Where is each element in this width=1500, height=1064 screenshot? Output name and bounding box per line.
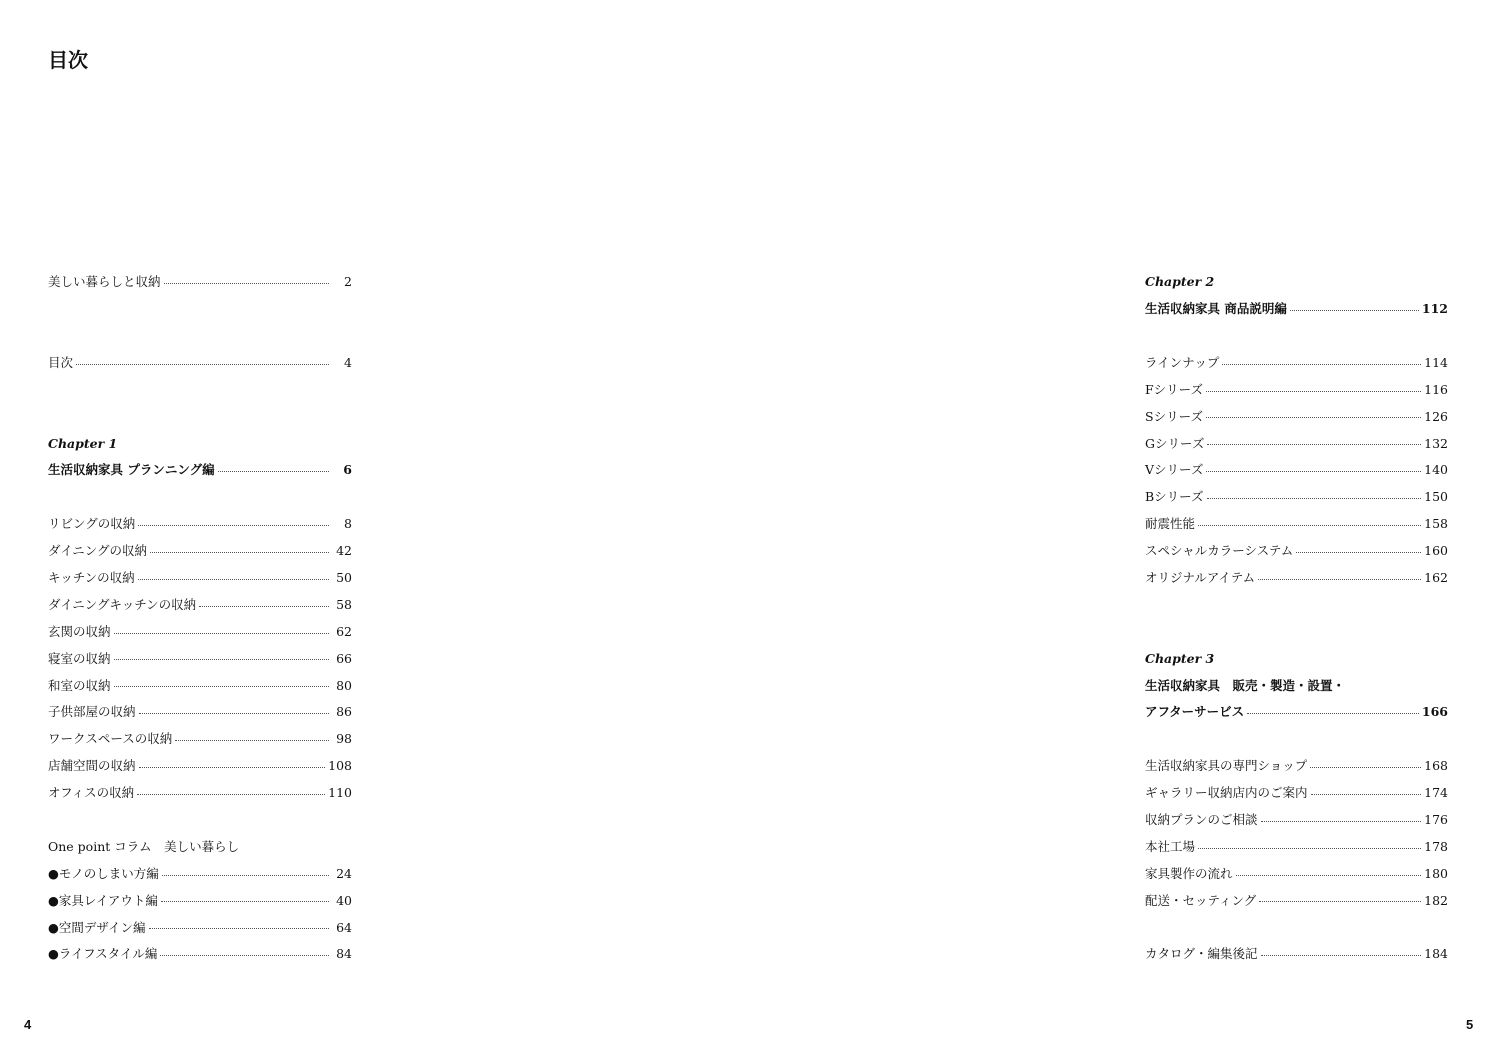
toc-entry[interactable]	[48, 565, 352, 592]
toc-entry[interactable]	[48, 672, 352, 699]
toc-entry[interactable]	[48, 646, 352, 673]
toc-entry-page: 114	[1424, 354, 1448, 370]
chapter-label: Chapter 2	[1145, 274, 1215, 290]
toc-entry-page: 42	[336, 543, 352, 559]
toc-entry[interactable]	[1145, 350, 1448, 377]
toc-entry-page: 86	[336, 704, 352, 720]
page-title: 目次	[48, 48, 88, 72]
toc-entry[interactable]	[48, 753, 352, 780]
page-number-right: 5	[1466, 1017, 1474, 1032]
toc-entry-label: ●空間デザイン編	[48, 919, 146, 935]
toc-entry-intro[interactable]	[48, 269, 352, 296]
toc-entry-label: スペシャルカラーシステム	[1145, 543, 1294, 559]
toc-entry[interactable]	[1145, 861, 1448, 888]
chapter-title: 生活収納家具 販売・製造・設置・	[1145, 677, 1346, 693]
chapter-1-items	[48, 511, 352, 807]
toc-entry[interactable]	[48, 861, 352, 888]
toc-entry-label: 耐震性能	[1145, 516, 1196, 532]
dot-leader	[1206, 417, 1421, 418]
chapter-3-label	[1145, 645, 1448, 672]
toc-entry-page: 182	[1424, 892, 1448, 908]
toc-left-column	[48, 269, 352, 968]
toc-entry[interactable]	[1145, 753, 1448, 780]
dot-leader	[1247, 713, 1419, 714]
toc-entry-page: 50	[336, 570, 352, 586]
toc-entry-page: 178	[1424, 838, 1448, 854]
chapter-1-title-entry[interactable]	[48, 457, 352, 484]
toc-entry-label: 美しい暮らしと収納	[48, 274, 161, 290]
toc-entry-page: 132	[1424, 435, 1448, 451]
dot-leader	[114, 686, 329, 687]
toc-entry-page: 58	[336, 596, 352, 612]
toc-entry-page: 158	[1424, 516, 1448, 532]
toc-entry-page: 160	[1424, 543, 1448, 559]
toc-entry[interactable]	[48, 726, 352, 753]
toc-entry-page: 140	[1424, 462, 1448, 478]
toc-entry-label: ●ライフスタイル編	[48, 946, 158, 962]
chapter-3-title-line1	[1145, 672, 1448, 699]
chapter-title: 生活収納家具 プランニング編	[48, 462, 215, 478]
toc-entry[interactable]	[48, 914, 352, 941]
toc-entry-label: キッチンの収納	[48, 570, 135, 586]
toc-entry-label: ワークスペースの収納	[48, 731, 173, 747]
chapter-title: 生活収納家具 商品説明編	[1145, 301, 1287, 317]
column-heading	[48, 834, 352, 861]
toc-entry-page: 8	[344, 516, 352, 532]
dot-leader	[114, 659, 329, 660]
dot-leader	[1261, 955, 1422, 956]
dot-leader	[150, 552, 329, 553]
dot-leader	[199, 606, 329, 607]
dot-leader	[114, 633, 329, 634]
toc-entry-label: 目次	[48, 354, 74, 370]
dot-leader	[138, 579, 329, 580]
toc-entry[interactable]	[1145, 457, 1448, 484]
toc-entry-page: 84	[336, 946, 352, 962]
toc-entry[interactable]	[48, 592, 352, 619]
dot-leader	[1207, 444, 1421, 445]
chapter-2-items	[1145, 350, 1448, 592]
column-heading-text: One point コラム 美しい暮らし	[48, 838, 240, 854]
toc-entry-page: 108	[328, 758, 352, 774]
chapter-title-continued: アフターサービス	[1145, 704, 1245, 720]
toc-entry[interactable]	[1145, 780, 1448, 807]
toc-entry-label: 家具製作の流れ	[1145, 865, 1233, 881]
toc-entry-label: Fシリーズ	[1145, 381, 1204, 397]
toc-entry[interactable]	[48, 619, 352, 646]
toc-entry[interactable]	[1145, 377, 1448, 404]
toc-entry[interactable]	[1145, 565, 1448, 592]
dot-leader	[1236, 875, 1422, 876]
chapter-label: Chapter 3	[1145, 650, 1215, 666]
dot-leader	[139, 713, 329, 714]
toc-entry-page: 116	[1424, 381, 1448, 397]
toc-entry[interactable]	[1145, 538, 1448, 565]
dot-leader	[1296, 552, 1421, 553]
toc-entry-page: 98	[336, 731, 352, 747]
dot-leader	[161, 901, 329, 902]
toc-entry-page: 110	[328, 785, 352, 801]
toc-entry[interactable]	[1145, 834, 1448, 861]
chapter-3-items	[1145, 753, 1448, 914]
toc-entry-page: 6	[343, 462, 352, 478]
chapter-3-title-entry[interactable]	[1145, 699, 1448, 726]
dot-leader	[1311, 794, 1422, 795]
dot-leader	[1259, 901, 1421, 902]
toc-entry-contents[interactable]	[48, 350, 352, 377]
toc-entry-page: 4	[344, 354, 352, 370]
dot-leader	[1198, 848, 1421, 849]
dot-leader	[149, 928, 329, 929]
page-number-left: 4	[24, 1017, 32, 1032]
toc-entry-page: 174	[1424, 785, 1448, 801]
toc-entry-label: ダイニングキッチンの収納	[48, 596, 197, 612]
dot-leader	[175, 740, 329, 741]
dot-leader	[164, 283, 329, 284]
dot-leader	[1261, 821, 1422, 822]
toc-entry-label: リビングの収納	[48, 516, 136, 532]
toc-entry-label: ギャラリー収納店内のご案内	[1145, 785, 1308, 801]
toc-entry[interactable]	[48, 699, 352, 726]
toc-entry-label: 生活収納家具の専門ショップ	[1145, 758, 1308, 774]
toc-entry-page: 66	[336, 650, 352, 666]
toc-entry-page: 24	[336, 865, 352, 881]
dot-leader	[138, 525, 329, 526]
dot-leader	[160, 955, 329, 956]
toc-entry[interactable]	[1145, 511, 1448, 538]
toc-entry-label: ●モノのしまい方編	[48, 865, 159, 881]
toc-entry[interactable]	[48, 538, 352, 565]
dot-leader	[1206, 391, 1421, 392]
dot-leader	[1290, 310, 1419, 311]
toc-entry[interactable]	[1145, 403, 1448, 430]
toc-entry-label: カタログ・編集後記	[1145, 946, 1258, 962]
dot-leader	[1198, 525, 1421, 526]
toc-entry[interactable]	[48, 941, 352, 968]
toc-entry-label: 玄関の収納	[48, 623, 111, 639]
dot-leader	[1258, 579, 1421, 580]
toc-entry[interactable]	[1145, 888, 1448, 915]
toc-entry[interactable]	[1145, 430, 1448, 457]
dot-leader	[1206, 471, 1421, 472]
toc-entry-label: ●家具レイアウト編	[48, 892, 158, 908]
toc-entry-page: 62	[336, 623, 352, 639]
toc-entry[interactable]	[1145, 484, 1448, 511]
chapter-2-title-entry[interactable]	[1145, 296, 1448, 323]
toc-entry-label: 和室の収納	[48, 677, 111, 693]
toc-entry-label: ダイニングの収納	[48, 543, 148, 559]
toc-entry-label: Vシリーズ	[1145, 462, 1204, 478]
dot-leader	[162, 875, 329, 876]
toc-entry-page: 168	[1424, 758, 1448, 774]
toc-entry-page: 40	[336, 892, 352, 908]
toc-entry-label: 本社工場	[1145, 838, 1196, 854]
chapter-label: Chapter 1	[48, 435, 118, 451]
toc-entry-label: オフィスの収納	[48, 785, 135, 801]
toc-entry-page: 176	[1424, 812, 1448, 828]
toc-right-column	[1145, 269, 1448, 968]
toc-entry-page: 2	[344, 274, 352, 290]
toc-entry-label: 収納プランのご相談	[1145, 812, 1258, 828]
toc-entry[interactable]	[48, 511, 352, 538]
chapter-2-label	[1145, 269, 1448, 296]
toc-entry-page: 126	[1424, 408, 1448, 424]
toc-entry-page: 180	[1424, 865, 1448, 881]
toc-entry-page: 64	[336, 919, 352, 935]
toc-entry-label: Gシリーズ	[1145, 435, 1205, 451]
toc-entry-page: 150	[1424, 489, 1448, 505]
toc-entry-label: 配送・セッティング	[1145, 892, 1257, 908]
toc-entry-page: 166	[1421, 704, 1448, 720]
toc-entry-page: 112	[1421, 301, 1448, 317]
toc-entry[interactable]	[48, 780, 352, 807]
chapter-1-label	[48, 430, 352, 457]
column-items	[48, 861, 352, 969]
toc-entry-label: ラインナップ	[1145, 354, 1220, 370]
dot-leader	[139, 767, 326, 768]
toc-entry-epilogue[interactable]	[1145, 941, 1448, 968]
toc-entry[interactable]	[48, 888, 352, 915]
dot-leader	[137, 794, 325, 795]
toc-entry-label: 寝室の収納	[48, 650, 111, 666]
toc-entry[interactable]	[1145, 807, 1448, 834]
dot-leader	[1207, 498, 1422, 499]
toc-entry-page: 184	[1424, 946, 1448, 962]
dot-leader	[218, 471, 329, 472]
toc-entry-label: 店舗空間の収納	[48, 758, 136, 774]
dot-leader	[1310, 767, 1421, 768]
toc-entry-page: 162	[1424, 569, 1448, 585]
toc-entry-label: オリジナルアイテム	[1145, 569, 1256, 585]
toc-entry-label: Sシリーズ	[1145, 408, 1203, 424]
toc-entry-label: 子供部屋の収納	[48, 704, 136, 720]
dot-leader	[1222, 364, 1421, 365]
dot-leader	[76, 364, 329, 365]
toc-entry-label: Bシリーズ	[1145, 489, 1204, 505]
toc-entry-page: 80	[336, 677, 352, 693]
